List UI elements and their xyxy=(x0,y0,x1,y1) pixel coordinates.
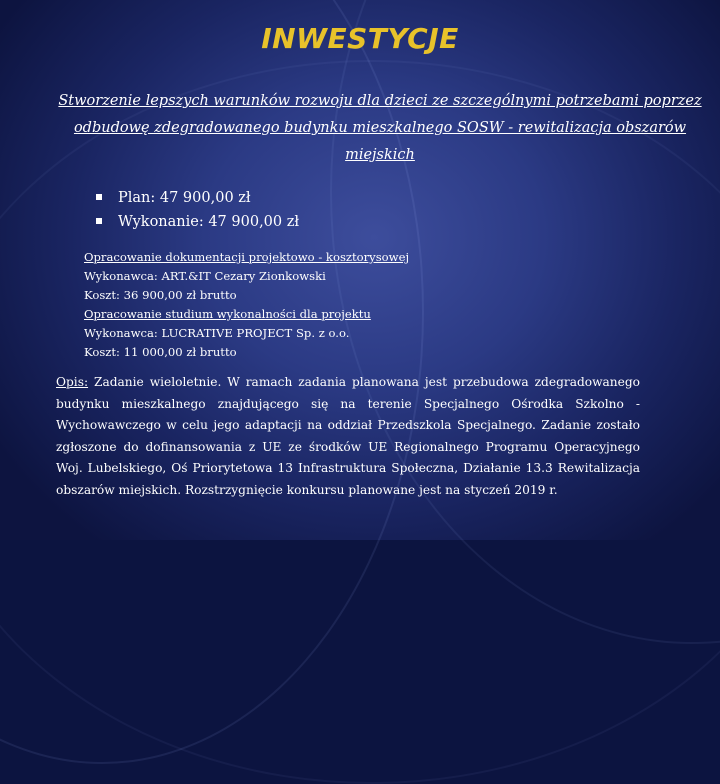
description-paragraph xyxy=(56,372,640,502)
detail-line: Wykonawca: LUCRATIVE PROJECT Sp. z o.o. xyxy=(84,326,350,340)
detail-line: Koszt: 36 900,00 zł brutto xyxy=(84,288,237,302)
detail-line: Koszt: 11 000,00 zł brutto xyxy=(84,345,237,359)
bullet-item-plan xyxy=(96,186,299,210)
description-text: Zadanie wieloletnie. W ramach zadania planowana jest przebudowa zdegradowanego budynku mieszkalnego znajdującego się na terenie Specjalnego Ośrodka Szkolno - Wychowawczego w celu jego adaptacji na oddział Przedszkola Specjalnego. Zadanie zostało zgłoszone do dofinansowania z UE ze środków UE Regionalnego Programu Operacyjnego Woj. Lubelskiego, Oś Priorytetowa 13 Infrastruktura Społeczna, Działanie 13.3 Rewitalizacja obszarów miejskich. Rozstrzygnięcie konkursu planowane jest na styczeń 2019 r. xyxy=(56,375,640,497)
bullet-item-execution xyxy=(96,210,299,234)
detail-line: Wykonawca: ART.&IT Cezary Zionkowski xyxy=(84,269,326,283)
bullet-text: Wykonanie: 47 900,00 zł xyxy=(118,214,300,230)
slide-subtitle: Stworzenie lepszych warunków rozwoju dla dzieci ze szczególnymi potrzebami poprzez odbudowę zdegradowanego budynku mieszkalnego SOSW - rewitalizacja obszarów miejskich xyxy=(58,93,702,163)
contract-details xyxy=(84,248,554,362)
detail-heading: Opracowanie dokumentacji projektowo - kosztorysowej xyxy=(84,250,410,264)
description-label: Opis: xyxy=(56,375,89,389)
square-bullet-icon xyxy=(96,194,102,200)
detail-heading: Opracowanie studium wykonalności dla projektu xyxy=(84,307,371,321)
square-bullet-icon xyxy=(96,218,102,224)
slide-title: INWESTYCJE xyxy=(261,22,459,55)
budget-bullet-list xyxy=(96,186,299,234)
bullet-text: Plan: 47 900,00 zł xyxy=(118,190,251,206)
